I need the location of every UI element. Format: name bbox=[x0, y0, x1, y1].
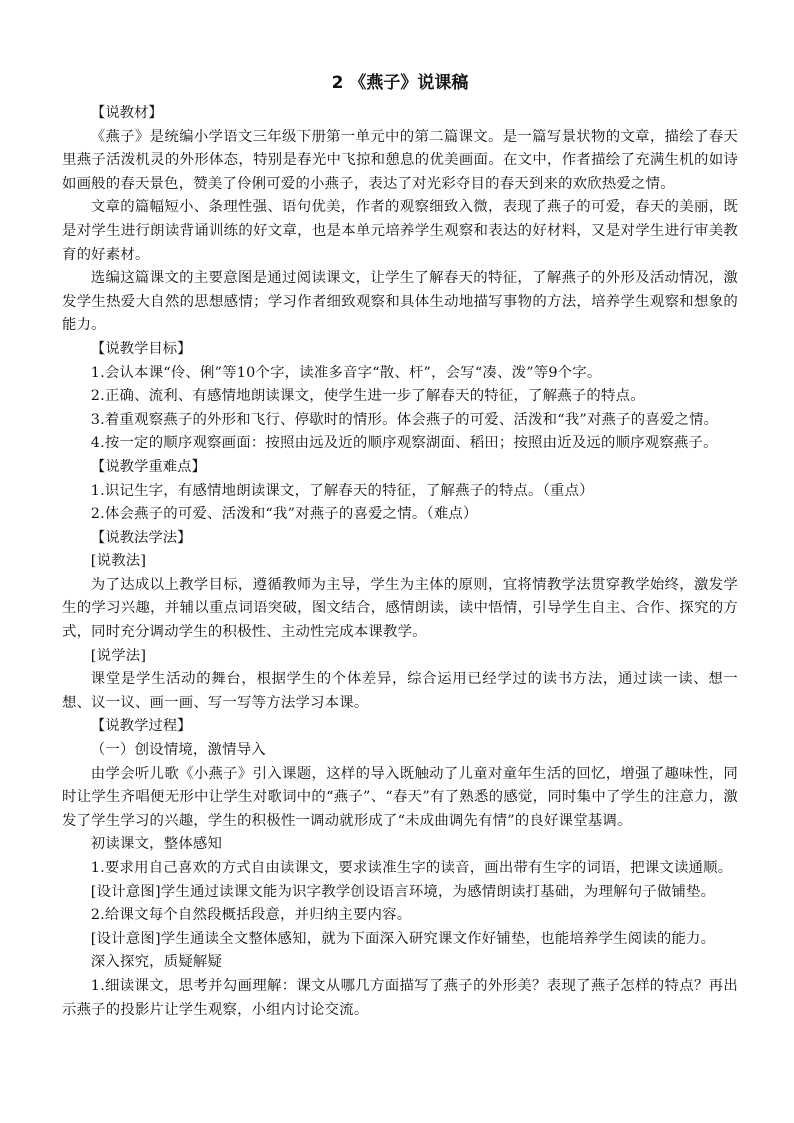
keypoint-item: 2.体会燕子的可爱、活泼和“我”对燕子的喜爱之情。（难点） bbox=[90, 506, 478, 523]
section-heading-material: 【说教材】 bbox=[90, 105, 163, 121]
subsection-label: [说学法] bbox=[90, 647, 147, 664]
section-heading-methods: 【说教法学法】 bbox=[90, 529, 192, 546]
paragraph: 为了达成以上教学目标，遵循教师为主导，学生为主体的原则，宜将情教学法贯穿教学始终，激发学生的学习兴趣，并辅以重点词语突破，图文结合，感情朗读，读中悟情，引导学生自主、合作、探究的方式，同时充分调动学生的积极性、主动性完成本课教学。 bbox=[62, 576, 738, 641]
paragraph: 文章的篇幅短小、条理性强、语句优美，作者的观察细致入微，表现了燕子的可爱，春天的美丽，既是对学生进行朗读背诵训练的好文章，也是本单元培养学生观察和表达的好材料，又是对学生进行审美教育的好素材。 bbox=[62, 199, 738, 263]
section-heading-goals: 【说教学目标】 bbox=[90, 340, 192, 357]
step-heading: 深入探究，质疑解疑 bbox=[90, 954, 223, 971]
section-heading-keypoints: 【说教学重难点】 bbox=[90, 458, 206, 475]
step-heading: （一）创设情境，激情导入 bbox=[90, 742, 266, 759]
goal-item: 1.会认本课“伶、俐”等10个字，读准多音字“散、杆”，会写“凑、泼”等9个字。 bbox=[90, 364, 602, 381]
goal-item: 3.着重观察燕子的外形和飞行、停歇时的情形。体会燕子的可爱、活泼和“我”对燕子的喜爱之情。 bbox=[90, 411, 719, 428]
section-heading-process: 【说教学过程】 bbox=[90, 718, 192, 735]
paragraph: 1.细读课文，思考并勾画理解：课文从哪几方面描写了燕子的外形美？表现了燕子怎样的特点？再出示燕子的投影片让学生观察，小组内讨论交流。 bbox=[62, 977, 738, 1018]
paragraph: 选编这篇课文的主要意图是通过阅读课文，让学生了解春天的特征，了解燕子的外形及活动情况，激发学生热爱大自然的思想感情；学习作者细致观察和具体生动地描写事物的方法，培养学生观察和想象的能力。 bbox=[62, 270, 738, 334]
goal-item: 2.正确、流利、有感情地朗读课文，使学生进一步了解春天的特征，了解燕子的特点。 bbox=[90, 388, 645, 405]
subsection-label: [说教法] bbox=[90, 553, 147, 570]
paragraph: 《燕子》是统编小学语文三年级下册第一单元中的第二篇课文。是一篇写景状物的文章，描绘了春天里燕子活泼机灵的外形体态，特别是春光中飞掠和憩息的优美画面。在文中，作者描绘了充满生机的如诗如画般的春天景色，赞美了伶俐可爱的小燕子，表达了对光彩夺目的春天到来的欢欣热爱之情。 bbox=[62, 128, 738, 192]
goal-item: 4.按一定的顺序观察画面：按照由远及近的顺序观察湖面、稻田；按照由近及远的顺序观察燕子。 bbox=[90, 435, 718, 452]
document-page bbox=[62, 66, 738, 1022]
paragraph: 2.给课文每个自然段概括段意，并归纳主要内容。 bbox=[90, 907, 412, 924]
paragraph: 1.要求用自己喜欢的方式自由读课文，要求读准生字的读音，画出带有生字的词语，把课文读通顺。 bbox=[90, 860, 733, 876]
paragraph: 由学会听儿歌《小燕子》引入课题，这样的导入既触动了儿童对童年生活的回忆，增强了趣味性，同时让学生齐唱便无形中让学生对歌词中的“燕子”、“春天”有了熟悉的感觉，同时集中了学生的注意力，激发了学生学习的兴趣，学生的积极性一调动就形成了“未成曲调先有情”的良好课堂基调。 bbox=[62, 765, 738, 829]
paragraph: 课堂是学生活动的舞台，根据学生的个体差异，综合运用已经学过的读书方法，通过读一读、想一想、议一议、画一画、写一写等方法学习本课。 bbox=[62, 671, 738, 711]
document-title: 2 《燕子》说课稿 bbox=[331, 73, 469, 93]
step-heading: 初读课文，整体感知 bbox=[90, 836, 223, 853]
keypoint-item: 1.识记生字，有感情地朗读课文，了解春天的特征，了解燕子的特点。（重点） bbox=[90, 482, 594, 499]
design-note: [设计意图]学生通过读课文能为识字教学创设语言环境，为感情朗读打基础，为理解句子做铺垫。 bbox=[90, 883, 716, 900]
design-note: [设计意图]学生通读全文整体感知，就为下面深入研究课文作好铺垫，也能培养学生阅读的能力。 bbox=[90, 930, 716, 947]
